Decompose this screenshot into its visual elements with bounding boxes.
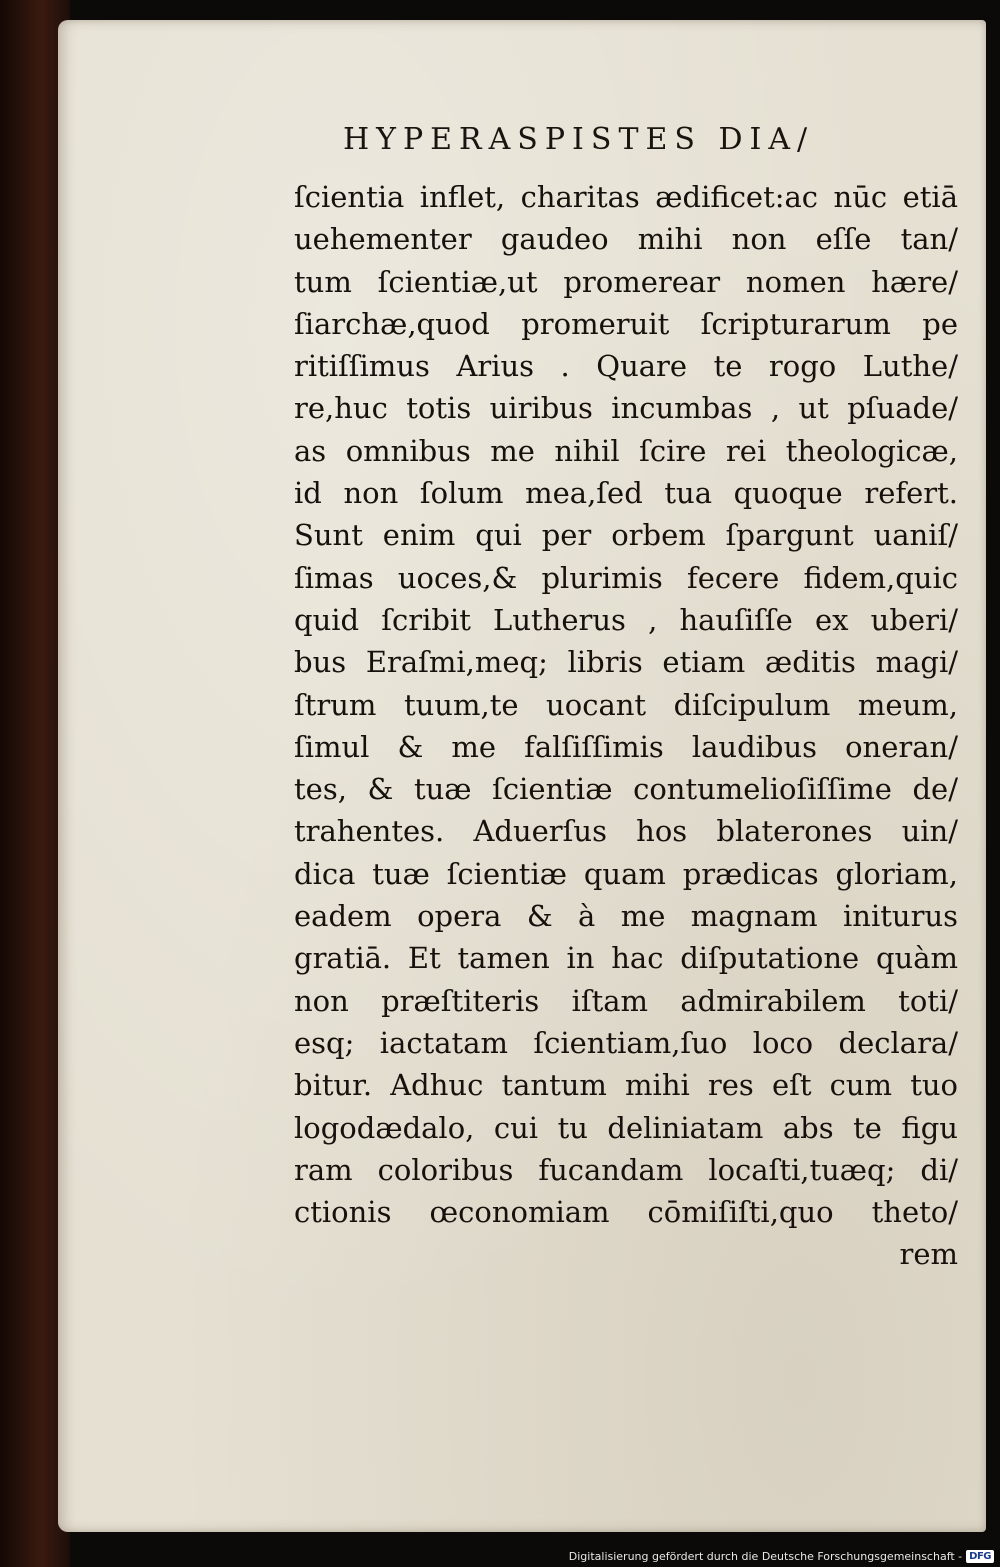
text-line: eadem opera & à me magnam initurus [294,899,958,934]
text-line: bus Eraſmi,meq; libris etiam æditis magi/ [294,645,958,680]
dfg-logo: DFG [966,1550,994,1563]
text-line: ſimul & me falſiſſimis laudibus oneran/ [294,729,958,764]
text-line: bitur. Adhuc tantum mihi res eſt cum tuo [294,1068,958,1103]
text-line: esq; iactatam ſcientiam,ſuo loco declara/ [294,1025,958,1060]
text-line: Sunt enim qui per orbem ſpargunt uaniſ/ [294,518,958,553]
text-line: re,huc totis uiribus incumbas , ut pſuade/ [294,391,958,426]
text-line: ſiarchæ,quod promeruit ſcripturarum pe [294,306,958,341]
text-line: ſtrum tuum,te uocant diſcipulum meum, [294,687,958,722]
text-line: ſimas uoces,& plurimis fecere fidem,quic [294,560,958,595]
text-line: id non ſolum mea,ſed tua quoque refert. [294,476,958,511]
text-line: ctionis œconomiam cōmiſiſti,quo theto/ [294,1195,958,1230]
text-line: uehementer gaudeo mihi non eſſe tan/ [294,222,958,257]
text-line: trahentes. Aduerſus hos blaterones uin/ [294,814,958,849]
text-line: as omnibus me nihil ſcire rei theologicæ, [294,433,958,468]
text-line: tes, & tuæ ſcientiæ contumelioſiſſime de/ [294,772,958,807]
text-line: ram coloribus fucandam locaſti,tuæq; di/ [294,1152,958,1187]
text-line: quid ſcribit Lutherus , hauſiſſe ex uberi/ [294,602,958,637]
catchword: rem [899,1237,958,1272]
text-line: tum ſcientiæ,ut promerear nomen hære/ [294,264,958,299]
book-page [58,20,986,1532]
text-block [294,176,958,1276]
running-head: HYPERASPISTES DIA/ [343,122,815,157]
text-line: gratiā. Et tamen in hac diſputatione quàm [294,941,958,976]
credit-text: Digitalisierung gefördert durch die Deutsche Forschungsgemeinschaft - [568,1550,963,1563]
text-line: ſcientia inflet, charitas ædificet:ac nūc etiā [294,180,958,214]
digitization-credit [569,1550,994,1563]
text-line: non præſtiteris iſtam admirabilem toti/ [294,983,958,1018]
text-line: logodædalo, cui tu deliniatam abs te figu [294,1110,958,1145]
text-line: dica tuæ ſcientiæ quam prædicas gloriam, [294,856,958,891]
text-line: ritiſſimus Arius . Quare te rogo Luthe/ [294,349,958,384]
